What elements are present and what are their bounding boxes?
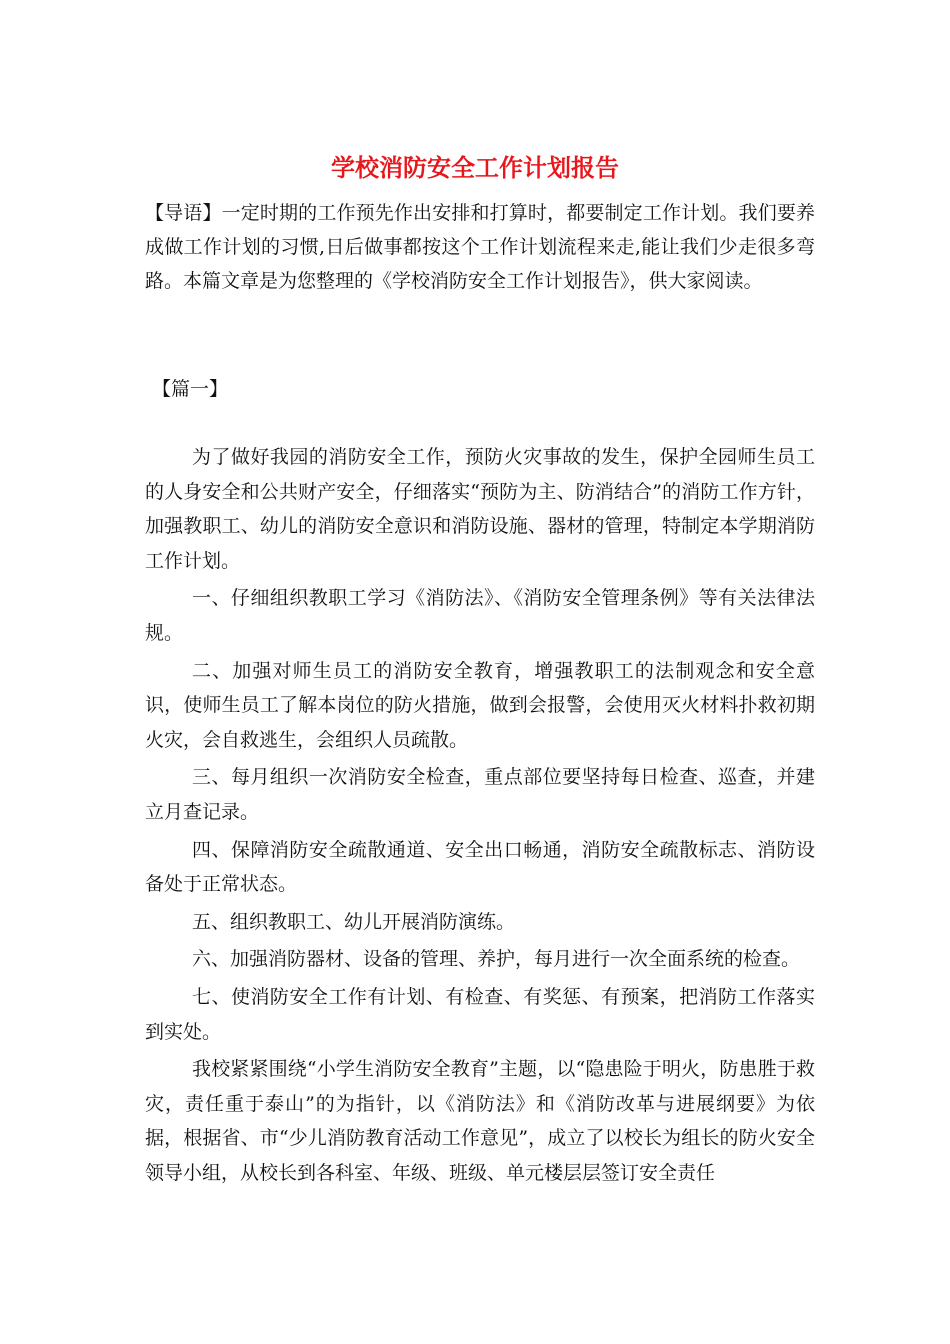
body-text — [145, 440, 815, 1193]
body-paragraph: 我校紧紧围绕“小学生消防安全教育”主题，以“隐患险于明火，防患胜于救灾，责任重于泰山”的为指针，以《消防法》和《消防改革与进展纲要》为依据，根据省、市“少儿消防教育活动工作意见”，成立了以校长为组长的防火安全领导小组，从校长到各科室、年级、班级、单元楼层层签订安全责任 — [145, 1058, 815, 1184]
section-label: 【篇一】 — [152, 378, 229, 400]
intro-paragraph: 【导语】一定时期的工作预先作出安排和打算时，都要制定工作计划。我们要养成做工作计划的习惯,日后做事都按这个工作计划流程来走,能让我们少走很多弯路。本篇文章是为您整理的《学校消防安全工作计划报告》，供大家阅读。 — [145, 202, 815, 292]
body-paragraph: 七、使消防安全工作有计划、有检查、有奖惩、有预案，把消防工作落实到实处。 — [145, 985, 815, 1043]
body-paragraph: 四、保障消防安全疏散通道、安全出口畅通，消防安全疏散标志、消防设备处于正常状态。 — [145, 838, 815, 896]
body-paragraph: 六、加强消防器材、设备的管理、养护，每月进行一次全面系统的检查。 — [192, 948, 801, 971]
body-paragraph: 五、组织教职工、幼儿开展消防演练。 — [192, 910, 516, 933]
document-title: 学校消防安全工作计划报告 — [331, 153, 619, 182]
body-paragraph: 三、每月组织一次消防安全检查，重点部位要坚持每日检查、巡查，并建立月查记录。 — [145, 766, 815, 823]
body-paragraph: 二、加强对师生员工的消防安全教育，增强教职工的法制观念和安全意识，使师生员工了解本岗位的防火措施，做到会报警，会使用灭火材料扑救初期火灾，会自救逃生，会组织人员疏散。 — [145, 659, 815, 751]
body-paragraph: 为了做好我园的消防安全工作，预防火灾事故的发生，保护全园师生员工的人身安全和公共财产安全，仔细落实“预防为主、防消结合”的消防工作方针，加强教职工、幼儿的消防安全意识和消防设施、器材的管理，特制定本学期消防工作计划。 — [145, 446, 815, 572]
body-paragraph: 一、仔细组织教职工学习《消防法》、《消防安全管理条例》等有关法律法规。 — [145, 587, 815, 644]
